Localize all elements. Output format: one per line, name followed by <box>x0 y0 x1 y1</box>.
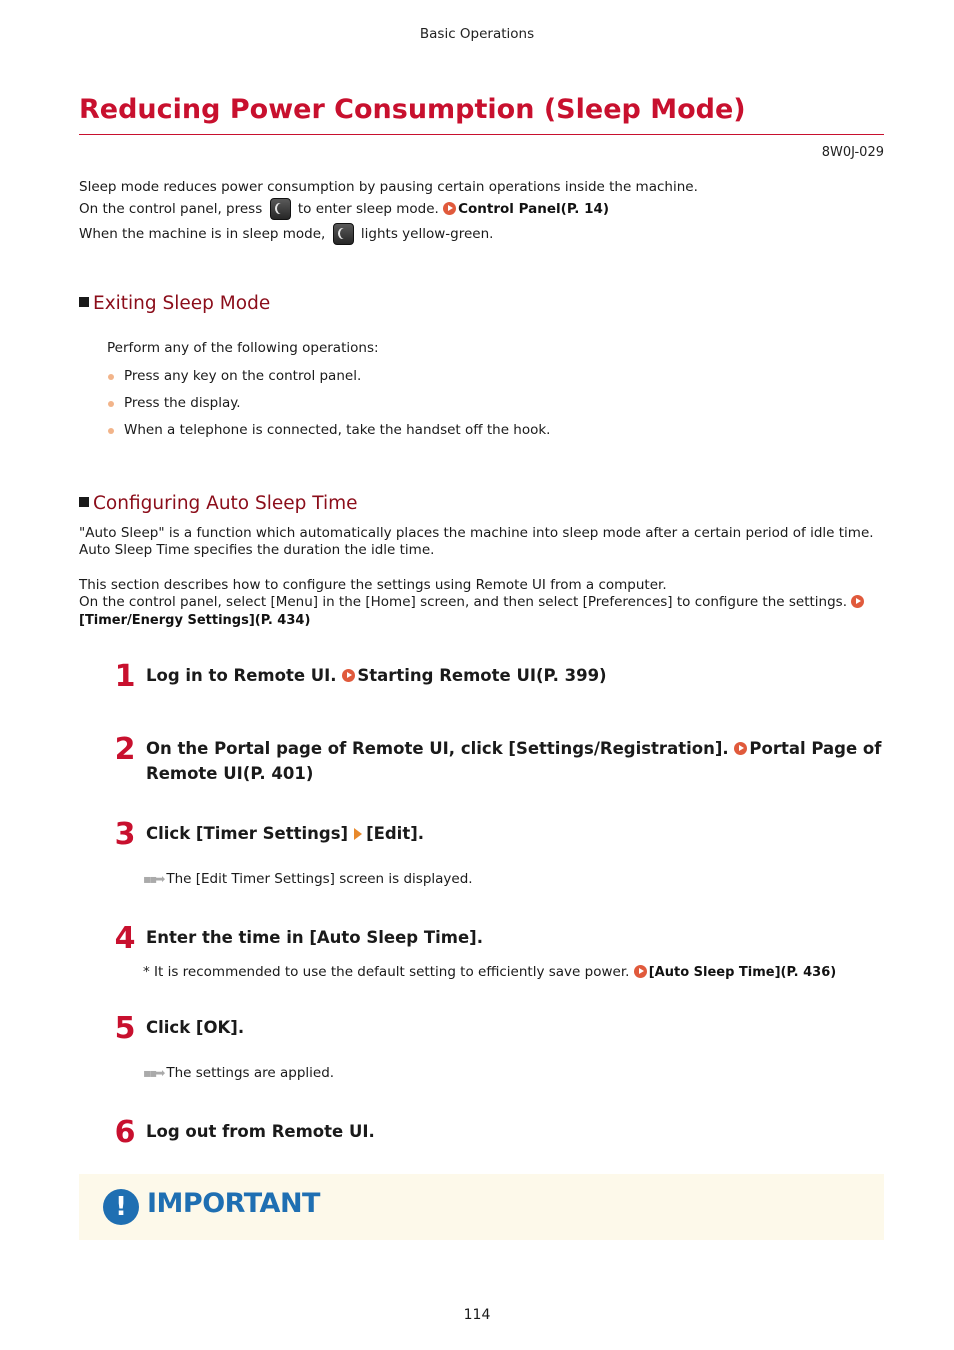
portal-page-link[interactable]: Portal Page of <box>734 739 881 758</box>
step-instruction: Click [Timer Settings] <box>146 824 349 843</box>
section-heading-auto-sleep <box>79 493 358 514</box>
page-title: Reducing Power Consumption (Sleep Mode) <box>79 94 746 125</box>
square-bullet-icon <box>79 497 89 507</box>
step-number: 6 <box>114 1115 136 1150</box>
exiting-lead: Perform any of the following operations: <box>107 340 379 356</box>
exclamation-icon: ! <box>103 1189 139 1225</box>
doc-code: 8W0J-029 <box>821 145 884 160</box>
intro-line-2 <box>79 198 609 220</box>
intro-line-2-post: to enter sleep mode. <box>297 201 439 217</box>
intro-line-3-pre: When the machine is in sleep mode, <box>79 226 326 242</box>
auto-sleep-p2-line1: This section describes how to configure the settings using Remote UI from a computer. <box>79 577 667 593</box>
title-rule <box>79 134 884 135</box>
step-text: Enter the time in [Auto Sleep Time]. <box>146 928 483 947</box>
intro-line-2-pre: On the control panel, press <box>79 201 263 217</box>
link-arrow-icon <box>851 595 864 608</box>
sleep-moon-icon <box>270 198 291 220</box>
step-text: Log out from Remote UI. <box>146 1122 375 1141</box>
step-text <box>146 821 424 846</box>
auto-sleep-p1-line1: "Auto Sleep" is a function which automatically places the machine into sleep mode after a certain period of idle time. <box>79 525 874 541</box>
link-arrow-icon <box>734 742 747 755</box>
square-bullet-icon <box>79 297 89 307</box>
list-item: When a telephone is connected, take the handset off the hook. <box>107 422 550 449</box>
intro-line-1: Sleep mode reduces power consumption by pausing certain operations inside the machine. <box>79 179 698 195</box>
step-number: 4 <box>114 921 136 956</box>
sleep-moon-icon <box>333 223 354 245</box>
step-result: ▪▪➡ The settings are applied. <box>143 1065 335 1081</box>
step-number: 5 <box>114 1011 136 1046</box>
auto-sleep-p2-line2-text: On the control panel, select [Menu] in the [Home] screen, and then select [Preferences] to configure the settings. <box>79 594 847 610</box>
intro-line-3 <box>79 223 493 245</box>
step-number: 2 <box>114 732 136 767</box>
step-result: ▪▪➡ The [Edit Timer Settings] screen is displayed. <box>143 871 473 887</box>
step-text <box>146 663 607 688</box>
step-instruction: [Edit]. <box>366 824 425 843</box>
running-header: Basic Operations <box>419 26 535 42</box>
exiting-list <box>107 368 550 449</box>
section-heading-text: Configuring Auto Sleep Time <box>93 493 358 514</box>
step-instruction: On the Portal page of Remote UI, click [Settings/Registration]. <box>146 739 729 758</box>
important-label: IMPORTANT <box>147 1188 320 1219</box>
section-heading-exiting <box>79 293 270 314</box>
step-number: 1 <box>114 659 136 694</box>
page-number: 114 <box>463 1307 491 1323</box>
step-instruction: Log in to Remote UI. <box>146 666 337 685</box>
control-panel-link[interactable]: Control Panel(P. 14) <box>443 201 609 217</box>
link-arrow-icon <box>342 669 355 682</box>
step-text: Click [OK]. <box>146 1018 245 1037</box>
result-arrow-icon: ▪▪➡ <box>143 872 164 886</box>
link-arrow-icon <box>443 202 456 215</box>
link-arrow-icon <box>634 965 647 978</box>
auto-sleep-p2-line2 <box>79 594 866 611</box>
starting-remote-ui-link[interactable]: Starting Remote UI(P. 399) <box>342 666 606 685</box>
step-number: 3 <box>114 817 136 852</box>
list-item: Press the display. <box>107 395 550 422</box>
triangle-separator-icon <box>354 828 362 840</box>
important-box <box>79 1174 884 1240</box>
step-note: * It is recommended to use the default setting to efficiently save power. [Auto Sleep Time](P. 436) <box>143 964 837 980</box>
portal-page-link-continued[interactable]: Remote UI(P. 401) <box>146 764 314 783</box>
timer-energy-settings-link[interactable]: [Timer/Energy Settings](P. 434) <box>79 613 311 628</box>
result-arrow-icon: ▪▪➡ <box>143 1066 164 1080</box>
step-text <box>146 736 881 761</box>
intro-line-3-post: lights yellow-green. <box>360 226 494 242</box>
auto-sleep-time-link[interactable]: [Auto Sleep Time](P. 436) <box>634 964 836 980</box>
auto-sleep-p1-line2: Auto Sleep Time specifies the duration the idle time. <box>79 542 435 558</box>
section-heading-text: Exiting Sleep Mode <box>93 293 271 314</box>
list-item: Press any key on the control panel. <box>107 368 550 395</box>
